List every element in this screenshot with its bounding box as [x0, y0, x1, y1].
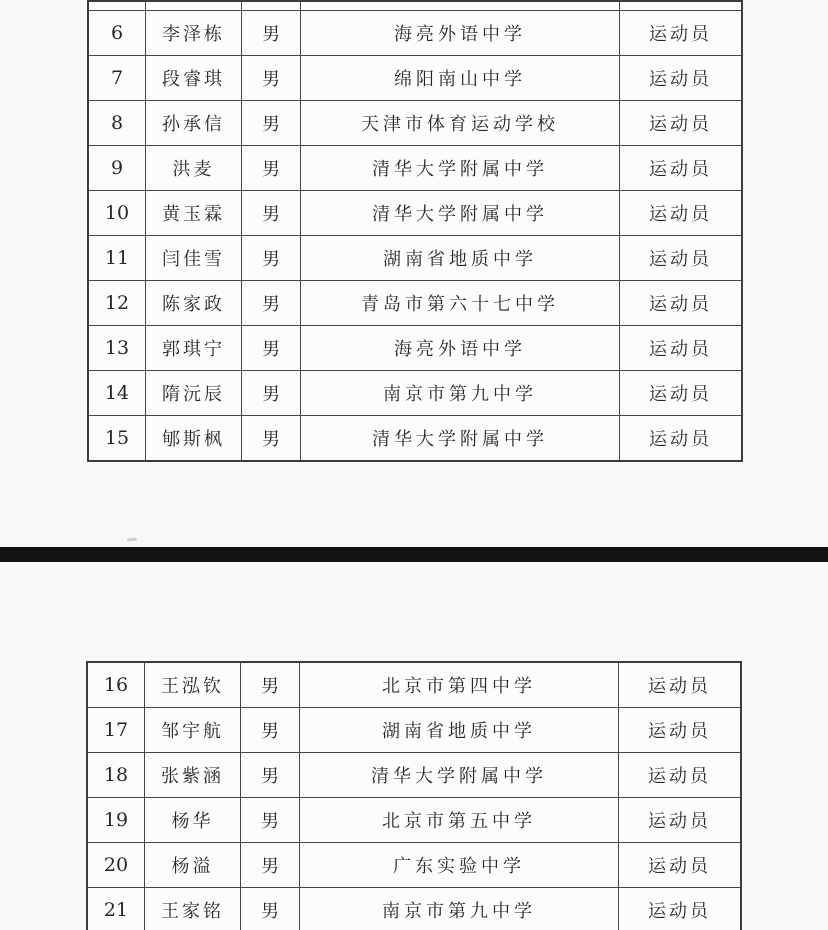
cell-school: 清华大学附属中学	[301, 416, 620, 462]
cell-gender: 男	[242, 146, 301, 191]
cell-school: 海亮外语中学	[301, 326, 620, 371]
cell-role: 运动员	[619, 708, 742, 753]
cell-role: 运动员	[620, 326, 743, 371]
cell-no: 13	[88, 326, 146, 371]
table-row	[88, 56, 742, 101]
cell-role: 运动员	[620, 371, 743, 416]
cell-role: 运动员	[620, 146, 743, 191]
cell-name: 孙承信	[146, 101, 242, 146]
cell-name: 杨溢	[145, 843, 241, 888]
table-row	[88, 371, 742, 416]
cell-no: 8	[88, 101, 146, 146]
table-row	[88, 146, 742, 191]
cell-name: 段睿琪	[146, 56, 242, 101]
cell-role: 运动员	[620, 236, 743, 281]
cell-no: 18	[87, 753, 145, 798]
cell-gender: 男	[242, 56, 301, 101]
cell-school: 南京市第九中学	[301, 371, 620, 416]
table-row	[88, 11, 742, 56]
cell-no: 21	[87, 888, 145, 930]
cell-no: 12	[88, 281, 146, 326]
cell-name: 黄玉霖	[146, 191, 242, 236]
cell-no: 9	[88, 146, 146, 191]
cell-role: 运动员	[619, 753, 742, 798]
cell-gender: 男	[242, 326, 301, 371]
cell-no: 20	[87, 843, 145, 888]
cell-no: 16	[87, 662, 145, 708]
table-row	[88, 326, 742, 371]
cell-empty	[146, 1, 242, 11]
cell-role: 运动员	[620, 11, 743, 56]
cell-no: 19	[87, 798, 145, 843]
table-row	[88, 416, 742, 462]
cell-no: 15	[88, 416, 146, 462]
table-row	[87, 888, 741, 930]
table-row	[87, 798, 741, 843]
cell-name: 闫佳雪	[146, 236, 242, 281]
cell-gender: 男	[242, 191, 301, 236]
cell-role: 运动员	[620, 281, 743, 326]
cell-role: 运动员	[619, 662, 742, 708]
cell-name: 隋沅辰	[146, 371, 242, 416]
cell-empty	[88, 1, 146, 11]
cell-gender: 男	[241, 708, 300, 753]
cell-school: 广东实验中学	[300, 843, 619, 888]
table-row	[88, 101, 742, 146]
cell-gender: 男	[242, 101, 301, 146]
cell-name: 郭琪宁	[146, 326, 242, 371]
table-row	[88, 236, 742, 281]
athlete-table-page2-body	[87, 662, 741, 930]
table-row-cutoff	[88, 1, 742, 11]
cell-school: 清华大学附属中学	[301, 191, 620, 236]
cell-gender: 男	[242, 236, 301, 281]
table-row	[88, 191, 742, 236]
cell-name: 王泓钦	[145, 662, 241, 708]
cell-gender: 男	[241, 662, 300, 708]
cell-name: 李泽栋	[146, 11, 242, 56]
page-separator-bar	[0, 547, 828, 562]
cell-name: 张紫涵	[145, 753, 241, 798]
cell-name: 郇斯枫	[146, 416, 242, 462]
cell-no: 14	[88, 371, 146, 416]
cell-role: 运动员	[620, 101, 743, 146]
cell-no: 6	[88, 11, 146, 56]
cell-gender: 男	[242, 371, 301, 416]
cell-empty	[242, 1, 301, 11]
cell-empty	[620, 1, 743, 11]
athlete-table-page1-body	[88, 1, 742, 461]
cell-gender: 男	[242, 11, 301, 56]
cell-school: 天津市体育运动学校	[301, 101, 620, 146]
cell-school: 清华大学附属中学	[300, 753, 619, 798]
cell-name: 杨华	[145, 798, 241, 843]
table-row	[87, 662, 741, 708]
cell-school: 青岛市第六十七中学	[301, 281, 620, 326]
cell-role: 运动员	[620, 56, 743, 101]
table-row	[87, 753, 741, 798]
cell-gender: 男	[241, 888, 300, 930]
cell-school: 南京市第九中学	[300, 888, 619, 930]
table-row	[87, 708, 741, 753]
cell-no: 7	[88, 56, 146, 101]
cell-name: 洪麦	[146, 146, 242, 191]
cell-school: 北京市第五中学	[300, 798, 619, 843]
athlete-table-page1	[87, 0, 743, 462]
cell-gender: 男	[242, 281, 301, 326]
cell-role: 运动员	[620, 416, 743, 462]
cell-school: 海亮外语中学	[301, 11, 620, 56]
athlete-table-page2	[86, 661, 742, 930]
cell-gender: 男	[241, 798, 300, 843]
cell-name: 王家铭	[145, 888, 241, 930]
cell-name: 陈家政	[146, 281, 242, 326]
cell-role: 运动员	[619, 843, 742, 888]
cell-school: 湖南省地质中学	[301, 236, 620, 281]
cell-no: 17	[87, 708, 145, 753]
cell-school: 绵阳南山中学	[301, 56, 620, 101]
cell-name: 邹宇航	[145, 708, 241, 753]
cell-school: 清华大学附属中学	[301, 146, 620, 191]
cell-gender: 男	[241, 843, 300, 888]
cell-school: 北京市第四中学	[300, 662, 619, 708]
cell-role: 运动员	[619, 798, 742, 843]
cell-school: 湖南省地质中学	[300, 708, 619, 753]
cell-empty	[301, 1, 620, 11]
cell-role: 运动员	[619, 888, 742, 930]
cell-gender: 男	[241, 753, 300, 798]
cell-no: 11	[88, 236, 146, 281]
table-row	[87, 843, 741, 888]
cell-no: 10	[88, 191, 146, 236]
table-row	[88, 281, 742, 326]
cell-gender: 男	[242, 416, 301, 462]
cell-role: 运动员	[620, 191, 743, 236]
